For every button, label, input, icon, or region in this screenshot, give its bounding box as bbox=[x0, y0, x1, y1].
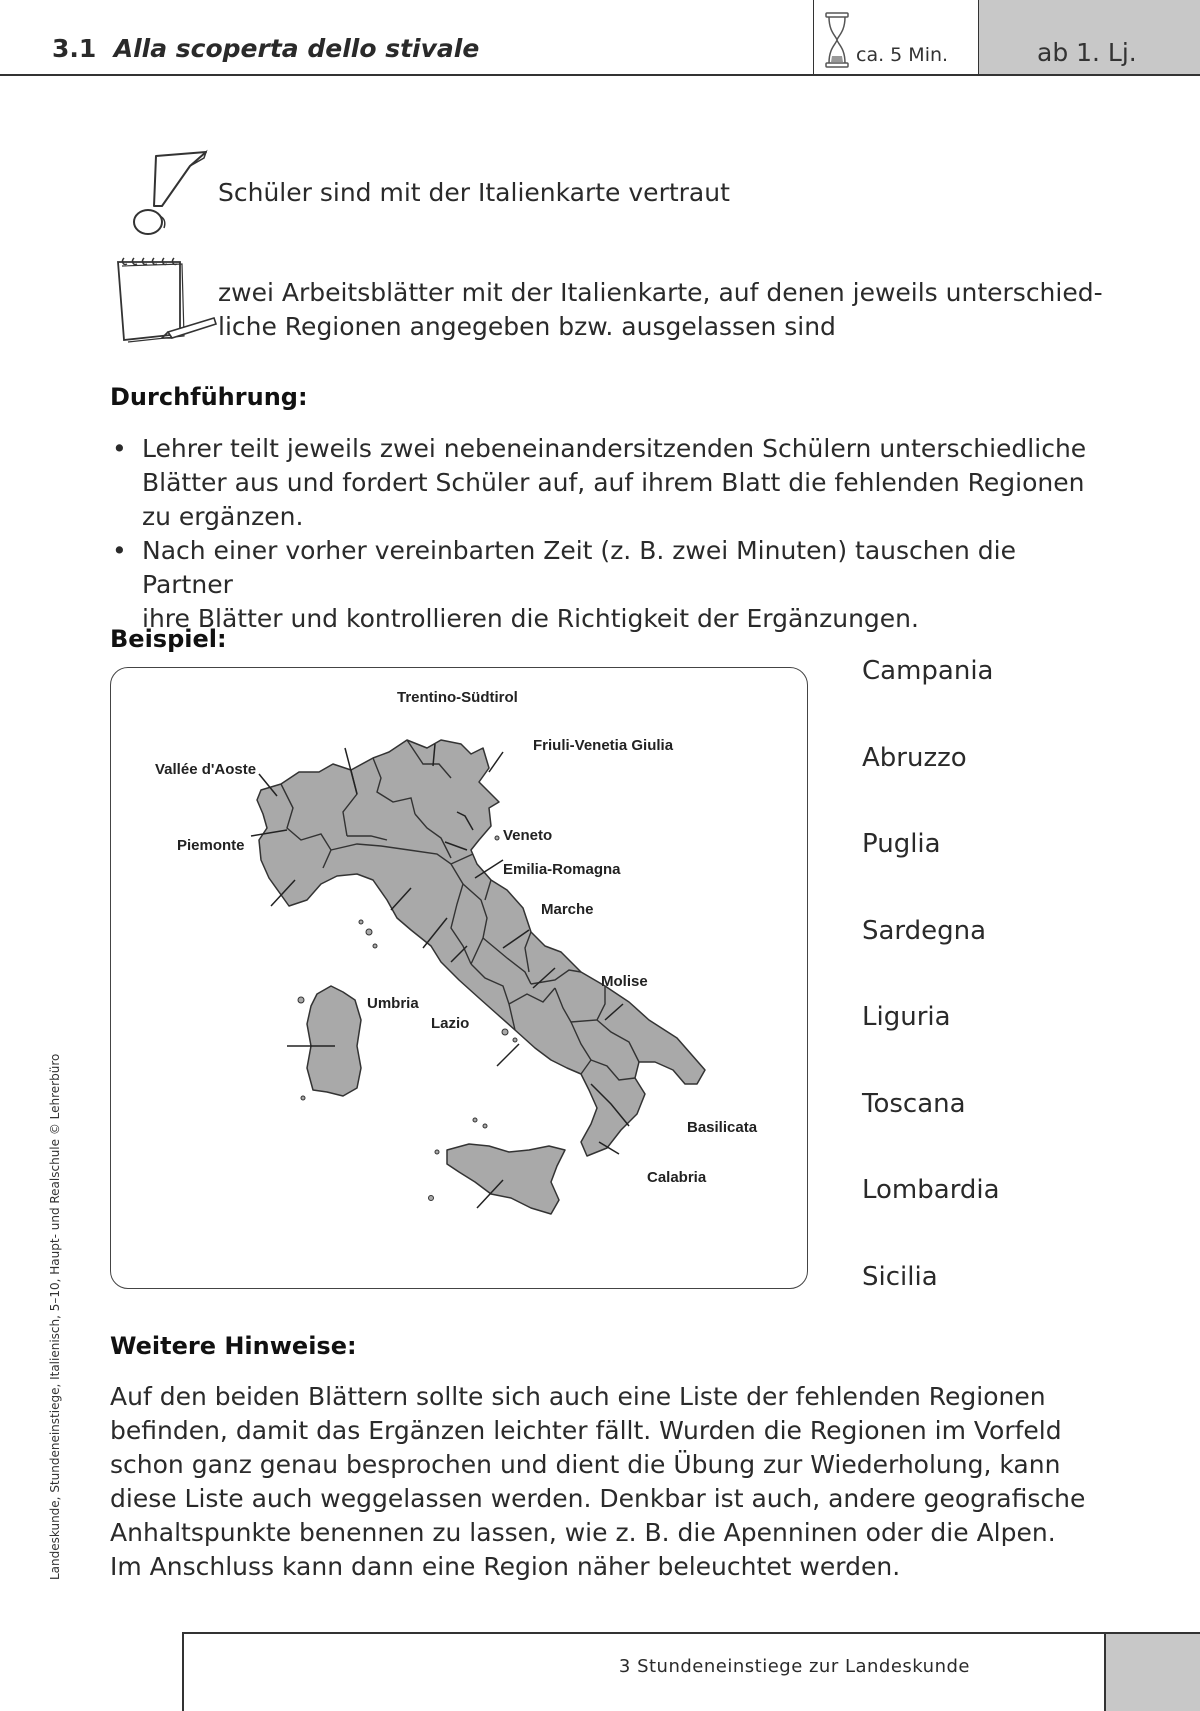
notes-line-3: schon ganz genau besprochen und dient die Übung zur Wiederholung, kann bbox=[110, 1450, 1061, 1479]
notes-line-6: Im Anschluss kann dann eine Region näher beleuchtet werden. bbox=[110, 1552, 901, 1581]
procedure-heading: Durchführung: bbox=[110, 383, 308, 411]
notes-line-2: befinden, damit das Ergänzen leichter fällt. Wurden die Regionen im Vorfeld bbox=[110, 1416, 1062, 1445]
label-piemonte: Piemonte bbox=[177, 837, 245, 854]
sicily-shape bbox=[447, 1144, 565, 1214]
materials-line-1: zwei Arbeitsblätter mit der Italienkarte, auf denen jeweils unterschied- bbox=[218, 278, 1103, 307]
materials-text bbox=[218, 276, 1118, 344]
bullet-2-line-2: ihre Blätter und kontrollieren die Richtigkeit der Ergänzungen. bbox=[142, 604, 919, 633]
hourglass-icon bbox=[824, 12, 850, 68]
footer-chapter: 3 Stundeneinstiege zur Landeskunde bbox=[618, 1656, 970, 1677]
time-estimate: ca. 5 Min. bbox=[856, 44, 949, 66]
bullet-1-line-1: • Lehrer teilt jeweils zwei nebeneinandersitzenden Schülern unterschiedliche bbox=[142, 434, 1087, 463]
notes-line-1: Auf den beiden Blättern sollte sich auch eine Liste der fehlenden Regionen bbox=[110, 1382, 1046, 1411]
label-umbria: Umbria bbox=[367, 995, 419, 1012]
sardinia-shape bbox=[307, 986, 361, 1096]
list-item: Liguria bbox=[862, 1002, 951, 1032]
list-item: Campania bbox=[862, 656, 994, 686]
label-basilicata: Basilicata bbox=[687, 1119, 758, 1136]
label-lazio: Lazio bbox=[431, 1015, 470, 1032]
section-title bbox=[52, 34, 479, 63]
label-emilia: Emilia-Romagna bbox=[503, 861, 621, 878]
copyright-credit: Landeskunde, Stundeneinstiege, Italienisch, 5–10, Haupt- und Realschule © Lehrerbüro bbox=[48, 1053, 62, 1580]
bullet-2-line-1: • Nach einer vorher vereinbarten Zeit (z. B. zwei Minuten) tauschen die Partner bbox=[142, 536, 1016, 599]
exclamation-icon bbox=[118, 148, 210, 238]
procedure-list bbox=[110, 432, 1110, 636]
grade-box bbox=[978, 0, 1200, 74]
label-aosta: Vallée d'Aoste bbox=[155, 761, 257, 778]
label-calabria: Calabria bbox=[647, 1169, 707, 1186]
notes-line-4: diese Liste auch weggelassen werden. Denkbar ist auch, andere geografische bbox=[110, 1484, 1086, 1513]
list-item: Sicilia bbox=[862, 1261, 938, 1292]
list-item: Puglia bbox=[862, 829, 941, 859]
notepad-icon bbox=[110, 256, 220, 346]
list-item: Lombardia bbox=[862, 1175, 1000, 1205]
list-item bbox=[110, 534, 1110, 636]
label-marche: Marche bbox=[541, 901, 594, 918]
example-heading: Beispiel: bbox=[110, 625, 227, 653]
bullet-1-line-3: zu ergänzen. bbox=[142, 502, 304, 531]
notes-line-5: Anhaltspunkte benennen zu lassen, wie z. B. die Apenninen oder die Alpen. bbox=[110, 1518, 1056, 1547]
mainland-shape bbox=[257, 740, 705, 1156]
section-number: 3.1 bbox=[52, 34, 97, 63]
missing-regions-list bbox=[862, 656, 1000, 1348]
label-trentino: Trentino-Südtirol bbox=[397, 689, 518, 706]
italy-map bbox=[110, 667, 808, 1289]
time-box bbox=[813, 0, 979, 74]
section-name: Alla scoperta dello stivale bbox=[113, 34, 480, 63]
footer-page-box bbox=[1104, 1634, 1200, 1711]
notes-paragraph bbox=[110, 1380, 1110, 1584]
list-item: Sardegna bbox=[862, 915, 987, 946]
bullet-1-line-2: Blätter aus und fordert Schüler auf, auf ihrem Blatt die fehlenden Regionen bbox=[142, 468, 1085, 497]
list-item bbox=[110, 432, 1110, 534]
grade-level: ab 1. Lj. bbox=[1037, 38, 1137, 67]
label-molise: Molise bbox=[601, 973, 648, 990]
label-veneto: Veneto bbox=[503, 827, 553, 844]
prerequisite-text: Schüler sind mit der Italienkarte vertraut bbox=[218, 178, 730, 207]
page-header bbox=[0, 0, 1200, 76]
notes-heading: Weitere Hinweise: bbox=[110, 1332, 357, 1360]
materials-line-2: liche Regionen angegeben bzw. ausgelassen sind bbox=[218, 312, 836, 341]
label-friuli: Friuli-Venetia Giulia bbox=[533, 737, 674, 754]
page-footer bbox=[182, 1632, 1200, 1711]
list-item: Abruzzo bbox=[862, 742, 967, 773]
list-item: Toscana bbox=[862, 1088, 966, 1119]
italy-map-drawing bbox=[111, 668, 807, 1288]
